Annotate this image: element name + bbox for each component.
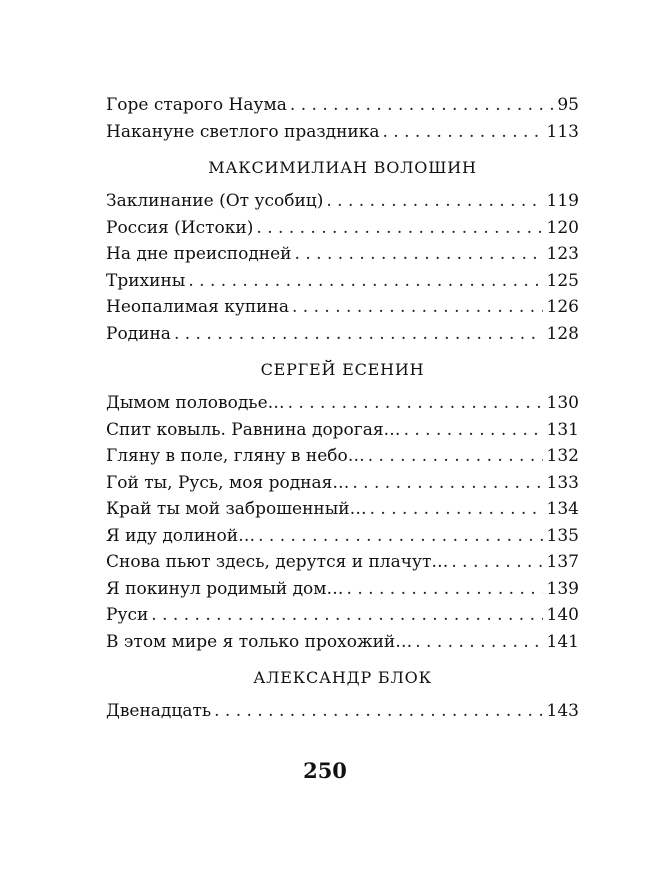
toc-entry [106, 496, 579, 523]
toc-section [106, 92, 579, 145]
entry-page: 130 [546, 393, 579, 413]
toc-entry [106, 390, 579, 417]
dot-leader [288, 390, 543, 417]
toc-entry [106, 698, 579, 725]
dot-leader [368, 443, 543, 470]
dot-leader [256, 215, 542, 242]
author-heading: МАКСИМИЛИАН ВОЛОШИН [208, 158, 477, 177]
entry-title: Я иду долиной… [106, 525, 256, 546]
entry-page: 134 [546, 499, 579, 519]
entry-title: Снова пьют здесь, дерутся и плачут… [106, 552, 449, 572]
dot-leader [383, 119, 543, 146]
entry-page: 131 [546, 419, 579, 440]
entry-title: Гой ты, Русь, моя родная… [106, 472, 350, 493]
toc-entry [106, 523, 579, 550]
entry-page: 140 [546, 605, 579, 625]
toc-entry [106, 294, 579, 321]
dot-leader [258, 523, 542, 550]
dot-leader [326, 188, 542, 215]
entry-title: Двенадцать [106, 701, 212, 721]
toc-entry [106, 602, 579, 629]
entry-title: На дне преисподней [106, 244, 292, 264]
dot-leader [347, 576, 543, 603]
toc-section [106, 155, 579, 347]
dot-leader [370, 496, 543, 523]
entry-title: Заклинание (От усобиц) [106, 191, 324, 211]
entry-page: 126 [546, 297, 579, 317]
toc-entry [106, 576, 579, 603]
dot-leader [352, 470, 542, 497]
entry-page: 119 [546, 191, 579, 211]
dot-leader [290, 92, 553, 119]
entry-title: Дымом половодье… [106, 393, 285, 413]
page-number: 250 [303, 758, 347, 783]
dot-leader [415, 629, 542, 656]
toc-section [106, 665, 579, 725]
toc-entry [106, 119, 579, 146]
entry-page: 125 [546, 270, 579, 291]
entry-page: 113 [546, 121, 579, 142]
dot-leader [151, 602, 542, 629]
entry-title: Накануне светлого праздника [106, 121, 380, 142]
entry-page: 132 [546, 446, 579, 466]
toc-entry [106, 241, 579, 268]
entry-title: Спит ковыль. Равнина дорогая… [106, 419, 401, 440]
entry-title: Трихины [106, 270, 186, 291]
author-heading: СЕРГЕЙ ЕСЕНИН [260, 360, 425, 379]
toc-entry [106, 443, 579, 470]
toc-entry [106, 470, 579, 497]
toc-entry [106, 549, 579, 576]
entry-title: Я покинул родимый дом… [106, 578, 344, 599]
entry-title: В этом мире я только прохожий… [106, 631, 413, 652]
entry-page: 139 [546, 578, 579, 599]
dot-leader [174, 321, 543, 348]
dot-leader [292, 294, 543, 321]
entry-title: Край ты мой заброшенный… [106, 499, 367, 519]
toc-entry [106, 321, 579, 348]
author-heading: АЛЕКСАНДР БЛОК [253, 668, 432, 687]
dot-leader [451, 549, 542, 576]
toc-entry [106, 629, 579, 656]
entry-title: Россия (Истоки) [106, 217, 254, 238]
dot-leader [188, 268, 542, 295]
entry-page: 123 [546, 244, 579, 264]
toc-entry [106, 417, 579, 444]
entry-title: Родина [106, 323, 171, 344]
dot-leader [404, 417, 543, 444]
entry-title: Неопалимая купина [106, 297, 289, 317]
entry-title: Горе старого Наума [106, 95, 287, 115]
entry-page: 133 [546, 472, 579, 493]
entry-page: 128 [546, 323, 579, 344]
toc-section [106, 357, 579, 655]
dot-leader [214, 698, 542, 725]
entry-page: 143 [546, 701, 579, 721]
entry-title: Гляну в поле, гляну в небо… [106, 446, 365, 466]
dot-leader [295, 241, 543, 268]
toc-entry [106, 92, 579, 119]
entry-page: 95 [557, 95, 579, 115]
table-of-contents [106, 92, 579, 725]
entry-page: 135 [546, 525, 579, 546]
entry-page: 137 [546, 552, 579, 572]
entry-page: 120 [546, 217, 579, 238]
toc-entry [106, 268, 579, 295]
toc-entry [106, 215, 579, 242]
toc-entry [106, 188, 579, 215]
entry-page: 141 [546, 631, 579, 652]
entry-title: Руси [106, 605, 149, 625]
